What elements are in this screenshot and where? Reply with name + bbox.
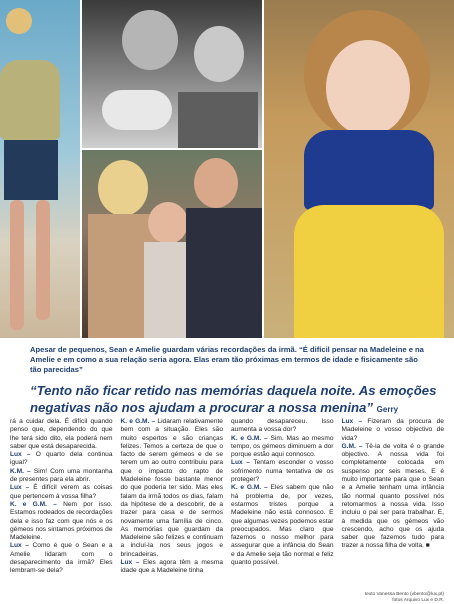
- paragraph: K. e G.M. – Nem por isso. Estamos rodeados de recordações dela e isso faz com que nós e os gémeos nos sintamos próximos de Madeleine.: [10, 500, 113, 542]
- photo-family-portrait: [82, 150, 262, 338]
- article-column-1: [10, 418, 113, 576]
- credit-photos: fotos Arquivo Lux e D.R.: [392, 597, 444, 603]
- paragraph: quando desapareceu. Isso aumenta a vossa dor?: [231, 418, 334, 434]
- pull-quote-text: “Tento não ficar retido nas memórias daquela noite. As emoções negativas não nos ajudam a procurar a nossa menina”: [30, 383, 437, 415]
- paragraph: G.M. – Tê-la de volta é o grande objectivo. A nossa vida foi completamente colocada em suspenso por seis meses. E é muito importante para que o Sean e a Amelie tenham uma infância tão normal quanto possível nós retomarmos a nossa vida. Isso incluiu o pai ser para trabalhar. E, à medida que os gémeos vão crescendo, acho que os ajuda saber que fazemos tudo para trazer a nossa filha de volta. ■: [341, 442, 444, 550]
- paragraph: Lux – É difícil verem as coisas que pertencem à vossa filha?: [10, 484, 113, 500]
- paragraph: Lux – Eles agora têm a mesma idade que a Madeleine tinha: [120, 559, 223, 575]
- pull-quote-attribution: Gerry: [376, 405, 399, 414]
- credit-text: texto Vanessa Bento (vbento@lux.pt): [364, 592, 444, 597]
- paragraph: K. e G.M. – Eles sabem que não há problema de, por vezes, estarmos tristes porque a Madeleine não está connosco. E que algumas vezes podemos estar preocupados. Mas claro que fazemos o nosso melhor para assegurar que a infância do Sean e da Amelie seja tão normal e feliz quanto possível.: [231, 484, 334, 567]
- article-column-2: [121, 418, 224, 576]
- article-body: [10, 418, 444, 576]
- paragraph: Lux – Tentam esconder o vosso sofrimento numa tentativa de os proteger?: [231, 459, 334, 484]
- article-column-3: [231, 418, 334, 576]
- paragraph: K. e G.M. – Lidaram relativamente bem com a situação. Eles são muito espertos e são crianças felizes. Temos a certeza de que o facto de serem gémeos e de se terem um ao outro contribuiu para que o impacto do rapto de Madeleine fosse bastante menor do que poderia ter sido. Mas eles falam da irmã todos os dias, falam da hipótese de a descobrir, de a trazer para casa e de sermos novamente uma família de cinco. As memórias que guardam da Madeleine são felizes e continuam a incluí-la nos seus jogos e brincadeiras.: [120, 418, 223, 558]
- paragraph: Lux – Como é que o Sean e a Amelie lidaram com o desaparecimento da irmã? Eles lembram-se dela?: [10, 542, 113, 575]
- photo-girl-princess-dress: [264, 0, 454, 338]
- paragraph: K. e G.M. – Sim. Mas ao mesmo tempo, os gémeos diminuem a dor porque estão aqui connosco.: [231, 434, 334, 459]
- photo-mother-on-beach: [0, 0, 80, 338]
- photo-caption: Apesar de pequenos, Sean e Amelie guardam várias recordações da irmã. “É difícil pensar na Madeleine e na Amelie e em como a sua relação seria agora. Elas eram tão próximas em termos de idade e fisicamente são tão parecidas”: [30, 345, 424, 374]
- paragraph: K.M. – Sim! Com uma montanha de presentes para ela abrir.: [10, 467, 113, 484]
- paragraph: Lux – Fizeram da procura de Madeleine o vosso objectivo de vida?: [341, 418, 444, 442]
- pull-quote: [30, 382, 440, 418]
- paragraph: Lux – O quarto dela continua igual?: [10, 451, 113, 467]
- article-credits: [365, 592, 444, 603]
- paragraph: rá a cuidar dela. É difícil quando penso que, dependendo do que lhe terá sido dito, ela poderá nem saber que está desaparecida.: [10, 418, 113, 450]
- article-column-4: [342, 418, 445, 576]
- photo-parents-with-baby: [82, 0, 262, 148]
